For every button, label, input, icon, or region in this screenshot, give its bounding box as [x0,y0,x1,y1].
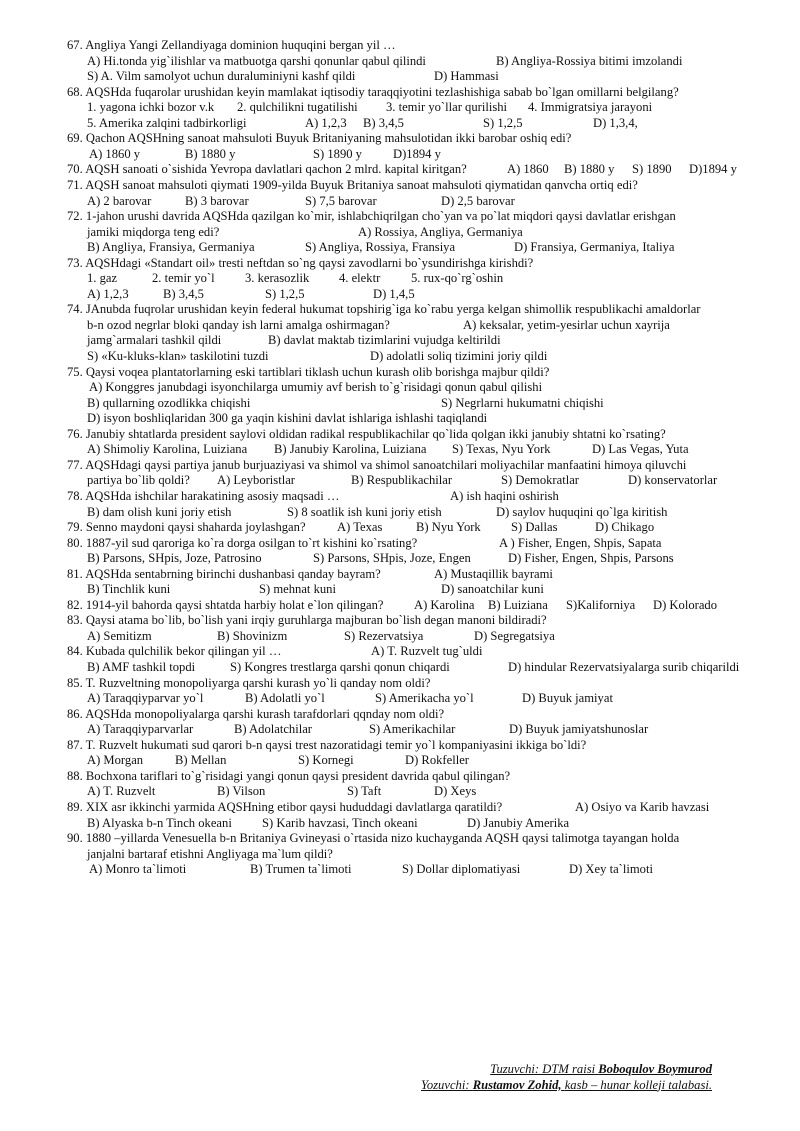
option-text: D) konservatorlar [628,473,718,488]
option-text: B) Adolatli yo`l [245,691,325,706]
option-text: S) Kongres trestlarga qarshi qonun chiqardi [230,660,450,674]
option-text: B) Nyu York [416,520,481,535]
line-text: S) «Ku-kluks-klan» taskilotini tuzdi [87,349,269,363]
text-line [0,738,800,754]
option-text: B) 1880 y [564,162,615,177]
option-text: D) 1,3,4, [593,115,638,130]
option-text: S) Karib havzasi, Tinch okeani [262,815,418,830]
text-line [0,784,800,800]
option-text: S) 1,2,5 [265,286,305,301]
line-text: A) 2 barovar [87,193,152,208]
compiler-line [421,1062,712,1078]
line-text: 77. AQSHdagi qaysi partiya janub burjuaziyasi va shimol va shimol sanoatchilari moliyachilar manfaatini himoya qiluvchi [67,457,687,472]
line-text: 90. 1880 –yillarda Venesuella b-n Britaniya Gvineyasi o`rtasida nizo kuchayganda AQSH qaysi talimotga tayangan holda [67,831,680,846]
text-line [0,427,800,443]
text-line [0,287,800,303]
line-text: jamiki miqdorga teng edi? [87,224,220,239]
text-line [0,505,800,521]
option-text: S) Texas, Nyu York [452,442,551,457]
option-text: S) Amerikachilar [369,722,456,737]
text-line [0,256,800,272]
line-text: B) Alyaska b-n Tinch okeani [87,815,232,830]
option-text: B) Adolatchilar [234,722,312,737]
text-line [0,85,800,101]
text-line [0,489,800,505]
option-text: D) Kolorado [653,597,718,612]
document-footer [421,1062,712,1093]
line-text: A) Monro ta`limoti [89,862,187,877]
line-text: 82. 1914-yil bahorda qaysi shtatda harbiy holat e`lon qilingan? [67,597,384,612]
line-text: janjalni bartaraf etishni Angliyaga ma`lum qildi? [87,846,333,861]
text-line [0,536,800,552]
option-text: S) 1,2,5 [483,115,523,130]
option-text: D) Las Vegas, Yuta [592,442,689,457]
text-line [0,365,800,381]
line-text: B) qullarning ozodlikka chiqishi [87,395,251,410]
line-text: b-n ozod negrlar bloki qanday ish larni amalga oshirmagan? [87,317,390,332]
text-line [0,318,800,334]
option-text: D) Rokfeller [405,753,469,768]
option-text: B) Angliya-Rossiya bitimi imzolandi [496,53,683,68]
text-line [0,629,800,645]
author-label: Yozuvchi: [421,1077,470,1092]
text-line [0,380,800,396]
option-text: A) ish haqini oshirish [450,488,559,503]
option-text: D) Buyuk jamiyatshunoslar [509,722,649,737]
option-text: 2. qulchilikni tugatilishi [237,100,358,115]
option-text: S) Angliya, Rossiya, Fransiya [305,240,456,255]
line-text: 69. Qachon AQSHning sanoat mahsuloti Buyuk Britaniyaning mahsulotidan ikki barobar oshiq edi? [67,131,572,146]
text-line [0,271,800,287]
line-text: 70. AQSH sanoati o`sishida Yevropa davlatlari qachon 2 mlrd. kapital kiritgan? [67,162,467,177]
text-line [0,442,800,458]
option-text: S) Kornegi [298,753,354,768]
option-text: B) 3,4,5 [363,115,404,130]
option-text: 2. temir yo`l [152,271,215,286]
line-text: B) AMF tashkil topdi [87,660,196,674]
option-text: 3. temir yo`llar qurilishi [386,100,508,115]
option-text: S) Amerikacha yo`l [375,691,474,706]
text-line [0,676,800,692]
option-text: S) 7,5 barovar [305,193,377,208]
line-text: 71. AQSH sanoat mahsuloti qiymati 1909-yilda Buyuk Britaniya sanoat mahsuloti qiymatidan qanvcha ortiq edi? [67,177,638,192]
text-line [0,644,800,660]
option-text: S) Negrlarni hukumatni chiqishi [441,395,604,410]
line-text: 74. JAnubda fuqrolar urushidan keyin federal hukumat topshirig`iga ko`rabu yerga kelgan shimollik respublikachi amaldorlar [67,302,701,317]
line-text: A) Shimoliy Karolina, Luiziana [87,442,248,457]
option-text: S) Demokratlar [501,473,579,488]
line-text: 89. XIX asr ikkinchi yarmida AQSHning etibor qaysi hududdagi davlatlarga qaratildi? [67,799,503,814]
option-text: D) 1,4,5 [373,286,415,301]
text-line [0,847,800,863]
line-text: A) Semitizm [87,628,152,643]
text-line [0,38,800,54]
option-text: A) Osiyo va Karib havzasi [575,799,710,814]
line-text: 76. Janubiy shtatlarda president saylovi oldidan radikal respublikachilar qo`lida qolgan ikki janubiy shtatni ko`rsating? [67,426,666,441]
text-line [0,225,800,241]
option-text: B) Respublikachilar [351,473,453,488]
option-text: B) davlat maktab tizimlarini vujudga keltirildi [268,333,501,348]
line-text: B) dam olish kuni joriy etish [87,504,232,519]
text-line [0,333,800,349]
line-text: B) Angliya, Fransiya, Germaniya [87,240,255,255]
option-text: D) Fisher, Engen, Shpis, Parsons [508,551,674,566]
option-text: A) Karolina [414,597,475,612]
text-line [0,116,800,132]
option-text: S) Taft [347,784,382,799]
line-text: 68. AQSHda fuqarolar urushidan keyin mamlakat iqtisodiy taraqqiyotini tezlashishiga sabab bo`lgan omillarni belgilang? [67,84,679,99]
option-text: 5. rux-qo`rg`oshin [411,271,504,286]
text-line [0,458,800,474]
option-text: S) Dallas [511,520,558,535]
option-text: 3. kerasozlik [245,271,310,286]
line-text: 79. Senno maydoni qaysi shaharda joylashgan? [67,520,306,535]
option-text: B) 1880 y [185,146,236,161]
option-text: D) 2,5 barovar [441,193,515,208]
line-text: A) Hi.tonda yig`ilishlar va matbuotga qarshi qonunlar qabul qilindi [87,53,426,68]
text-line [0,131,800,147]
option-text: S) 1890 y [313,146,362,161]
text-line [0,613,800,629]
text-line [0,660,800,676]
line-text: A) Konggres janubdagi isyonchilarga umumiy avf berish to`g`risidagi qonun qabul qilishi [89,380,543,395]
line-text: 84. Kubada qulchilik bekor qilingan yil … [67,644,282,659]
option-text: D) Janubiy Amerika [467,815,570,830]
option-text: S) mehnat kuni [259,582,336,597]
option-text: A) Leyboristlar [217,473,295,488]
line-text: A) Morgan [87,753,144,768]
option-text: D) hindular Rezervatsiyalarga surib chiqarildi [508,660,740,674]
text-line [0,147,800,163]
line-text: partiya bo`lib qoldi? [87,473,190,488]
line-text: A) Taraqqiyparvar yo`l [87,691,204,706]
text-line [0,100,800,116]
line-text: S) A. Vilm samolyot uchun duraluminiyni kashf qildi [87,69,356,84]
option-text: A) T. Ruzvelt tug`uldi [371,644,483,659]
line-text: A) 1,2,3 [87,286,129,301]
option-text: S) 8 soatlik ish kuni joriy etish [287,504,442,519]
line-text: B) Tinchlik kuni [87,582,171,597]
text-line [0,831,800,847]
compiler-name: Boboqulov Boymurod [598,1062,712,1076]
option-text: D) Hammasi [434,69,499,84]
text-line [0,69,800,85]
text-line [0,567,800,583]
line-text: 85. T. Ruzveltning monopoliyarga qarshi kurash yo`li qanday nom oldi? [67,675,431,690]
line-text: 81. AQSHda sentabrning birinchi dushanbasi qanday bayram? [67,566,381,581]
option-text: D) Xey ta`limoti [569,862,653,877]
option-text: S) Rezervatsiya [344,628,424,643]
text-line [0,162,800,178]
option-text: A) 1860 [507,162,549,177]
text-line [0,209,800,225]
option-text: D) saylov huquqini qo`lga kiritish [496,504,668,519]
option-text: A ) Fisher, Engen, Shpis, Sapata [499,535,662,550]
line-text: 80. 1887-yil sud qaroriga ko`ra dorga osilgan to`rt kishini ko`rsating? [67,535,418,550]
option-text: S) Dollar diplomatiyasi [402,862,521,877]
option-text: D) Segregatsiya [474,628,555,643]
text-line [0,800,800,816]
option-text: D) Xeys [434,784,477,799]
text-line [0,598,800,614]
text-line [0,769,800,785]
line-text: 1. yagona ichki bozor v.k [87,100,215,115]
option-text: D)1894 y [393,146,441,161]
option-text: B) Mellan [175,753,227,768]
line-text: jamg`armalari tashkil qildi [87,333,222,348]
line-text: 72. 1-jahon urushi davrida AQSHda qazilgan ko`mir, ishlabchiqrilgan cho`yan va po`lat miqdori qaysi davlatlar erishgan [67,209,676,224]
option-text: S) 1890 [632,162,672,177]
text-line [0,722,800,738]
line-text: 75. Qaysi voqea plantatorlarning eski tartiblari tiklash uchun kurash olib borishga majbur qildi? [67,364,550,379]
option-text: D) Chikago [595,520,655,535]
text-line [0,178,800,194]
option-text: A) Texas [337,520,383,535]
line-text: 86. AQSHda monopoliyalarga qarshi kurash tarafdorlari qqnday nom oldi? [67,706,445,721]
author-line [421,1078,712,1094]
option-text: B) Luiziana [488,597,548,612]
text-line [0,396,800,412]
line-text: 73. AQSHdagi «Standart oil» tresti neftdan so`ng qaysi zavodlarni bo`ysundirishga kirishdi? [67,255,534,270]
line-text: 5. Amerika zalqini tadbirkorligi [87,115,247,130]
line-text: A) Taraqqiyparvarlar [87,722,194,737]
text-line [0,816,800,832]
option-text: D) adolatli soliq tizimini joriy qildi [370,349,548,363]
text-line [0,411,800,427]
text-line [0,302,800,318]
option-text: S) Parsons, SHpis, Joze, Engen [313,551,471,566]
text-line [0,707,800,723]
option-text: D) sanoatchilar kuni [441,582,544,597]
line-text: A) 1860 y [89,146,141,161]
text-line [0,349,800,365]
text-line [0,240,800,256]
line-text: D) isyon boshliqlaridan 300 ga yaqin kishini davlat ishlariga ishlashi taqiqlandi [87,411,488,426]
option-text: 4. elektr [339,271,381,286]
option-text: S)Kaliforniya [566,597,636,612]
text-line [0,194,800,210]
option-text: D) Buyuk jamiyat [522,691,613,706]
option-text: B) 3 barovar [185,193,249,208]
compiler-label: Tuzuvchi: DTM raisi [490,1062,596,1076]
option-text: A) Rossiya, Angliya, Germaniya [358,224,523,239]
text-line [0,551,800,567]
option-text: B) Janubiy Karolina, Luiziana [274,442,427,457]
text-line [0,862,800,878]
text-line [0,582,800,598]
option-text: B) Vilson [217,784,266,799]
text-line [0,691,800,707]
text-line [0,520,800,536]
line-text: A) T. Ruzvelt [87,784,156,799]
option-text: B) 3,4,5 [163,286,204,301]
line-text: 1. gaz [87,271,118,286]
text-line [0,54,800,70]
line-text: 78. AQSHda ishchilar harakatining asosiy maqsadi … [67,488,340,503]
line-text: 88. Bochxona tariflari to`g`risidagi yangi qonun qaysi president davrida qabul qilingan? [67,768,511,783]
option-text: D)1894 y [689,162,737,177]
line-text: 67. Angliya Yangi Zellandiyaga dominion huquqini bergan yil … [67,38,396,52]
text-line [0,473,800,489]
option-text: 4. Immigratsiya jarayoni [528,100,653,115]
author-suffix: kasb – hunar kolleji talabasi. [564,1077,712,1092]
option-text: A) Mustaqillik bayrami [434,566,553,581]
option-text: A) keksalar, yetim-yesirlar uchun xayrija [463,317,670,332]
line-text: 87. T. Ruzvelt hukumati sud qarori b-n qaysi trest nazoratidagi temir yo`l kompaniyasini ikkiga bo`ldi? [67,737,587,752]
option-text: B) Shovinizm [217,628,288,643]
author-name: Rustamov Zohid, [472,1077,562,1092]
option-text: D) Fransiya, Germaniya, Italiya [514,240,675,255]
line-text: 83. Qaysi atama bo`lib, bo`lish yani irqiy guruhlarga majburan bo`lish degan manoni bildiradi? [67,613,547,628]
line-text: B) Parsons, SHpis, Joze, Patrosino [87,551,262,566]
text-line [0,753,800,769]
option-text: B) Trumen ta`limoti [250,862,352,877]
option-text: A) 1,2,3 [305,115,347,130]
